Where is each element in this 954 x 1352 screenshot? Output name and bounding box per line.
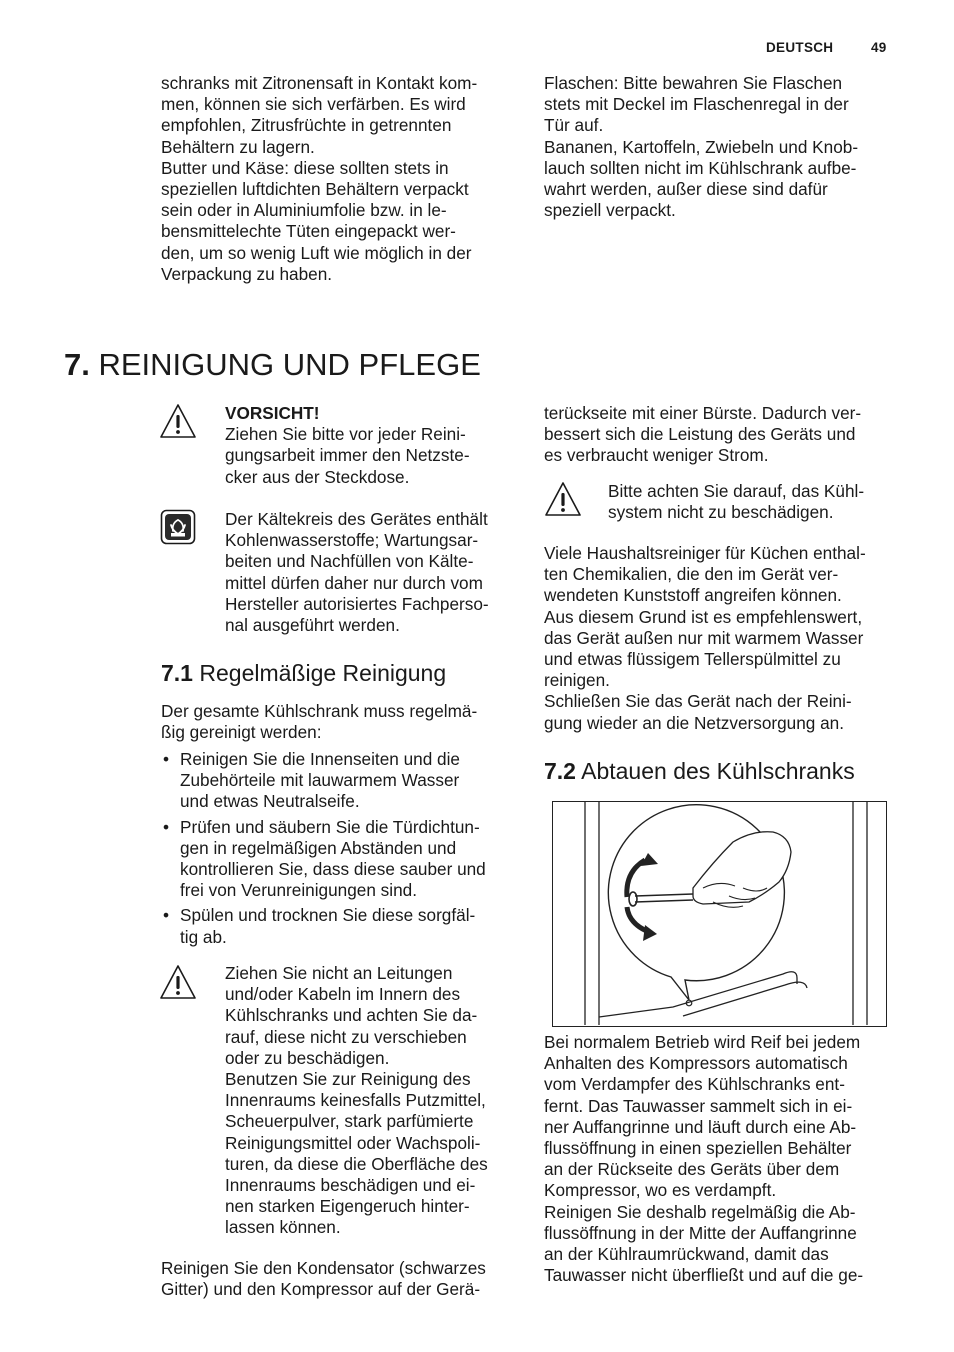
section-7-1-heading: 7.1 Regelmäßige Reinigung: [161, 660, 447, 686]
section-title: REINIGUNG UND PFLEGE: [98, 347, 481, 382]
environment-note: Der Kältekreis des Gerätes enthält Kohlenwasserstoffe; Wartungsar- beiten und Nachfüllen von Kälte- mittel dürfen daher nur durch vom Hersteller autorisiertes Fachperso- nal ausgeführt werden.: [225, 509, 489, 636]
warning-triangle-icon: [159, 964, 197, 1000]
condenser-text-left: Reinigen Sie den Kondensator (schwarzes Gitter) und den Kompressor auf der Gerä-: [161, 1258, 486, 1300]
section-7-2-heading: 7.2 Abtauen des Kühlschranks: [544, 758, 855, 784]
top-right-text: Flaschen: Bitte bewahren Sie Flaschen stets mit Deckel im Flaschenregal in der Tür auf. Bananen, Kartoffeln, Zwiebeln und Knob- lauch sollten nicht im Kühlschrank aufbe- wahrt werden, außer diese sind dafür speziell verpackt.: [544, 73, 859, 221]
warning-1: VORSICHT! Ziehen Sie bitte vor jeder Reini- gungsarbeit immer den Netzste- cker aus der Steckdose.: [225, 403, 525, 488]
top-left-text: schranks mit Zitronensaft in Kontakt kom- men, können sie sich verfärben. Es wird empfohlen, Zitrusfrüchte in getrennten Behältern zu lagern. Butter und Käse: diese sollten stets in speziellen luftdichten Behältern verpackt sein oder in Aluminiumfolie bzw. in le- bensmittelechte Tüten eingepackt wer- den, um so wenig Luft wie möglich in der Verpackung zu haben.: [161, 73, 478, 284]
warning-3: Bitte achten Sie darauf, das Kühl- system nicht zu beschädigen.: [608, 481, 865, 523]
warning-triangle-icon: [544, 481, 582, 517]
environment-icon: [160, 509, 196, 545]
warning-triangle-icon: [159, 403, 197, 439]
list-item: • Reinigen Sie die Innenseiten und die Zubehörteile mit lauwarmem Wasser und etwas Neutralseife.: [161, 749, 521, 813]
cleaning-bullet-list: [161, 749, 521, 952]
defrost-drawing: [553, 802, 885, 1025]
section-7-1-intro: Der gesamte Kühlschrank muss regelmä- ßig gereinigt werden:: [161, 701, 478, 743]
cleaners-text: Viele Haushaltsreiniger für Küchen enthal- ten Chemikalien, die den im Gerät ver- wendeten Kunststoff angreifen können. Aus diesem Grund ist es empfehlenswert, das Gerät außen nur mit warmem Wasser und etwas flüssigem Tellerspülmittel zu reinigen. Schließen Sie das Gerät nach der Reini- gung wieder an die Netzversorgung an.: [544, 543, 866, 733]
defrost-text: Bei normalem Betrieb wird Reif bei jedem Anhalten des Kompressors automatisch vom Verdampfer des Kühlschranks ent- fernt. Das Tauwasser sammelt sich in ei- ner Auffangrinne und läuft durch eine Ab- flussöffnung in einen speziellen Behälter an der Rückseite des Geräts über dem Kompressor, wo es verdampft. Reinigen Sie deshalb regelmäßig die Ab- flussöffnung in der Mitte der Auffangrinne an der Kühlraumrückwand, damit das Tauwasser nicht überfließt und auf die ge-: [544, 1032, 864, 1286]
list-item: • Spülen und trocknen Sie diese sorgfäl- tig ab.: [161, 905, 521, 947]
section-number: 7.: [64, 347, 90, 382]
page-number: 49: [871, 40, 887, 55]
warning-title: VORSICHT!: [225, 403, 320, 423]
list-item: • Prüfen und säubern Sie die Türdichtun- gen in regelmäßigen Abständen und kontrollieren Sie, dass diese sauber und frei von Verunreinigungen sind.: [161, 817, 521, 902]
section-7-heading: [64, 347, 481, 383]
defrost-illustration: [552, 801, 887, 1027]
condenser-text-right: terückseite mit einer Bürste. Dadurch ver- bessert sich die Leistung des Geräts und es verbraucht weniger Strom.: [544, 403, 862, 466]
header-language: DEUTSCH: [766, 40, 834, 55]
warning-2: Ziehen Sie nicht an Leitungen und/oder Kabeln im Innern des Kühlschranks und achten Sie da- rauf, diese nicht zu verschieben oder zu beschädigen. Benutzen Sie zur Reinigung des Innenraums keinesfalls Putzmittel, Scheuerpulver, stark parfümierte Reinigungsmittel oder Wachspoli- turen, da diese die Oberfläche des Innenraums beschädigen und ei- nen starken Eigengeruch hinter- lassen können.: [225, 963, 488, 1238]
